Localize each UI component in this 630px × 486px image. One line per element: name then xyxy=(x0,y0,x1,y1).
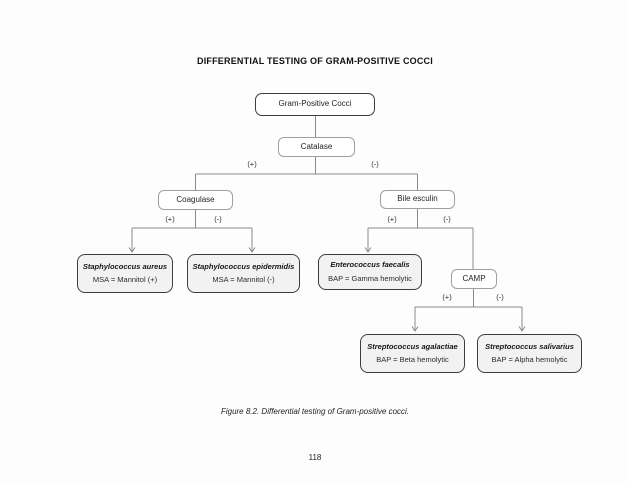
test-result: MSA = Mannitol (-) xyxy=(212,275,275,284)
branch-label-catalase-negative: (-) xyxy=(371,159,379,169)
figure-caption: Figure 8.2. Differential testing of Gram-positive cocci. xyxy=(220,407,410,416)
branch-label-bile-esculin-negative: (-) xyxy=(443,214,451,224)
branch-label-bile-esculin-positive: (+) xyxy=(387,214,397,224)
node-label: Catalase xyxy=(300,141,333,151)
species-name: Streptococcus agalactiae xyxy=(367,341,458,351)
page-title: DIFFERENTIAL TESTING OF GRAM-POSITIVE COCCI xyxy=(197,56,433,66)
branch-label-camp-positive: (+) xyxy=(442,292,452,302)
node-staph-epidermidis xyxy=(187,254,300,293)
node-label: Gram-Positive Cocci xyxy=(278,99,352,109)
test-result: BAP = Gamma hemolytic xyxy=(328,273,412,283)
branch-label-coagulase-negative: (-) xyxy=(214,214,222,224)
species-name: Enterococcus faecalis xyxy=(330,260,410,270)
test-result: MSA = Mannitol (+) xyxy=(92,275,158,284)
species-name: Staphylococcus aureus xyxy=(82,261,168,271)
node-label: Bile esculin xyxy=(397,194,438,204)
species-name: Staphylococcus epidermidis xyxy=(192,261,295,271)
node-camp-test xyxy=(451,269,497,289)
node-coagulase-test xyxy=(158,190,233,210)
branch-label-camp-negative: (-) xyxy=(496,292,504,302)
node-strep-salivarius xyxy=(477,334,582,373)
node-catalase-test xyxy=(278,137,355,157)
node-strep-agalactiae xyxy=(360,334,465,373)
node-bile-esculin-test xyxy=(380,190,455,209)
page-number: 118 xyxy=(308,453,322,462)
node-label: CAMP xyxy=(462,273,486,283)
node-gram-positive-cocci xyxy=(255,93,375,116)
test-result: BAP = Beta hemolytic xyxy=(376,355,449,364)
test-result: BAP = Alpha hemolytic xyxy=(491,355,568,364)
node-entero-faecalis xyxy=(318,254,422,290)
species-name: Streptococcus salivarius xyxy=(485,341,574,351)
branch-label-catalase-positive: (+) xyxy=(247,159,257,169)
node-staph-aureus xyxy=(77,254,173,293)
node-label: Coagulase xyxy=(176,194,215,204)
branch-label-coagulase-positive: (+) xyxy=(165,214,175,224)
